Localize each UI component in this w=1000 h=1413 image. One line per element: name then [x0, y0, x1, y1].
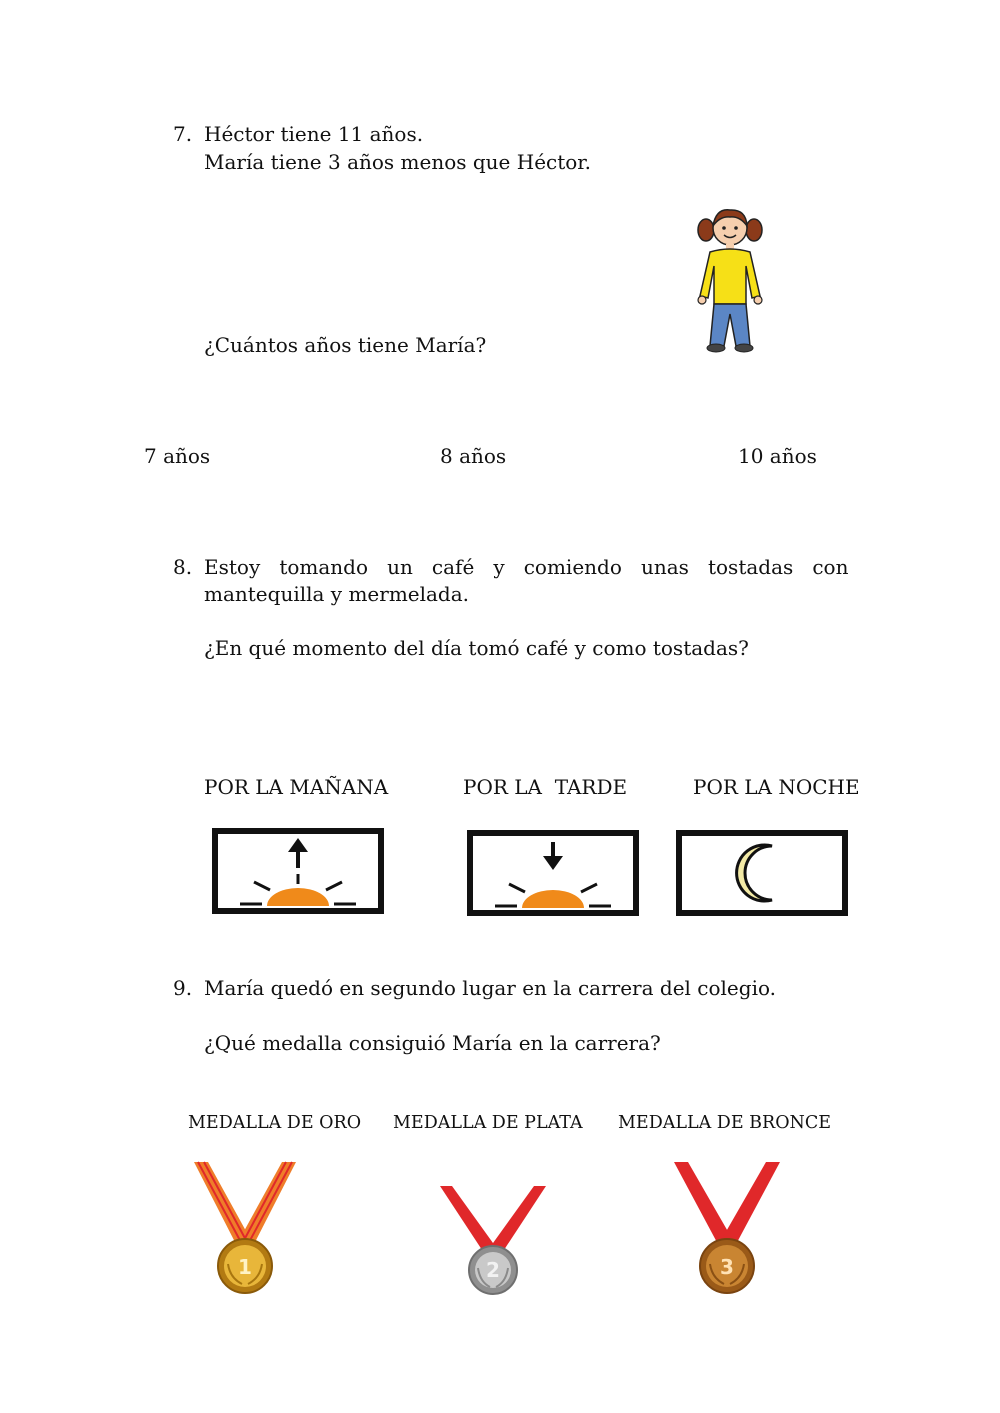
q8-number: 8.: [173, 555, 193, 579]
bronze-medal-number: 3: [720, 1255, 734, 1279]
q8-line1: Estoy tomando un café y comiendo unas tostadas con: [204, 555, 849, 579]
gold-medal-number: 1: [238, 1255, 252, 1279]
q9-line1: María quedó en segundo lugar en la carrera del colegio.: [204, 976, 777, 1000]
q9-label-bronce: MEDALLA DE BRONCE: [618, 1113, 832, 1133]
q7-question: ¿Cuántos años tiene María?: [204, 333, 487, 357]
q7-option-10-anos[interactable]: 10 años: [738, 444, 817, 468]
q7-line2: María tiene 3 años menos que Héctor.: [204, 150, 592, 174]
q8-label-tarde: POR LA TARDE: [463, 775, 628, 799]
sunrise-icon[interactable]: [212, 828, 384, 914]
bronze-medal-icon[interactable]: [672, 1160, 782, 1295]
q8-label-noche: POR LA NOCHE: [693, 775, 860, 799]
moon-icon[interactable]: [676, 830, 848, 916]
q7-option-8-anos[interactable]: 8 años: [440, 444, 507, 468]
q7-option-7-anos[interactable]: 7 años: [144, 444, 211, 468]
q7-line1: Héctor tiene 11 años.: [204, 122, 424, 146]
q8-label-manana: POR LA MAÑANA: [204, 775, 389, 799]
silver-medal-icon[interactable]: [438, 1184, 548, 1296]
q9-number: 9.: [173, 976, 193, 1000]
q9-label-oro: MEDALLA DE ORO: [188, 1113, 362, 1133]
girl-illustration: [690, 204, 780, 354]
q9-question: ¿Qué medalla consiguió María en la carrera?: [204, 1031, 661, 1055]
q9-label-plata: MEDALLA DE PLATA: [393, 1113, 583, 1133]
sunset-icon[interactable]: [467, 830, 639, 916]
q7-number: 7.: [173, 122, 193, 146]
gold-medal-icon[interactable]: [190, 1160, 300, 1295]
q8-line2: mantequilla y mermelada.: [204, 582, 470, 606]
q8-question: ¿En qué momento del día tomó café y como tostadas?: [204, 636, 749, 660]
silver-medal-number: 2: [486, 1258, 500, 1282]
